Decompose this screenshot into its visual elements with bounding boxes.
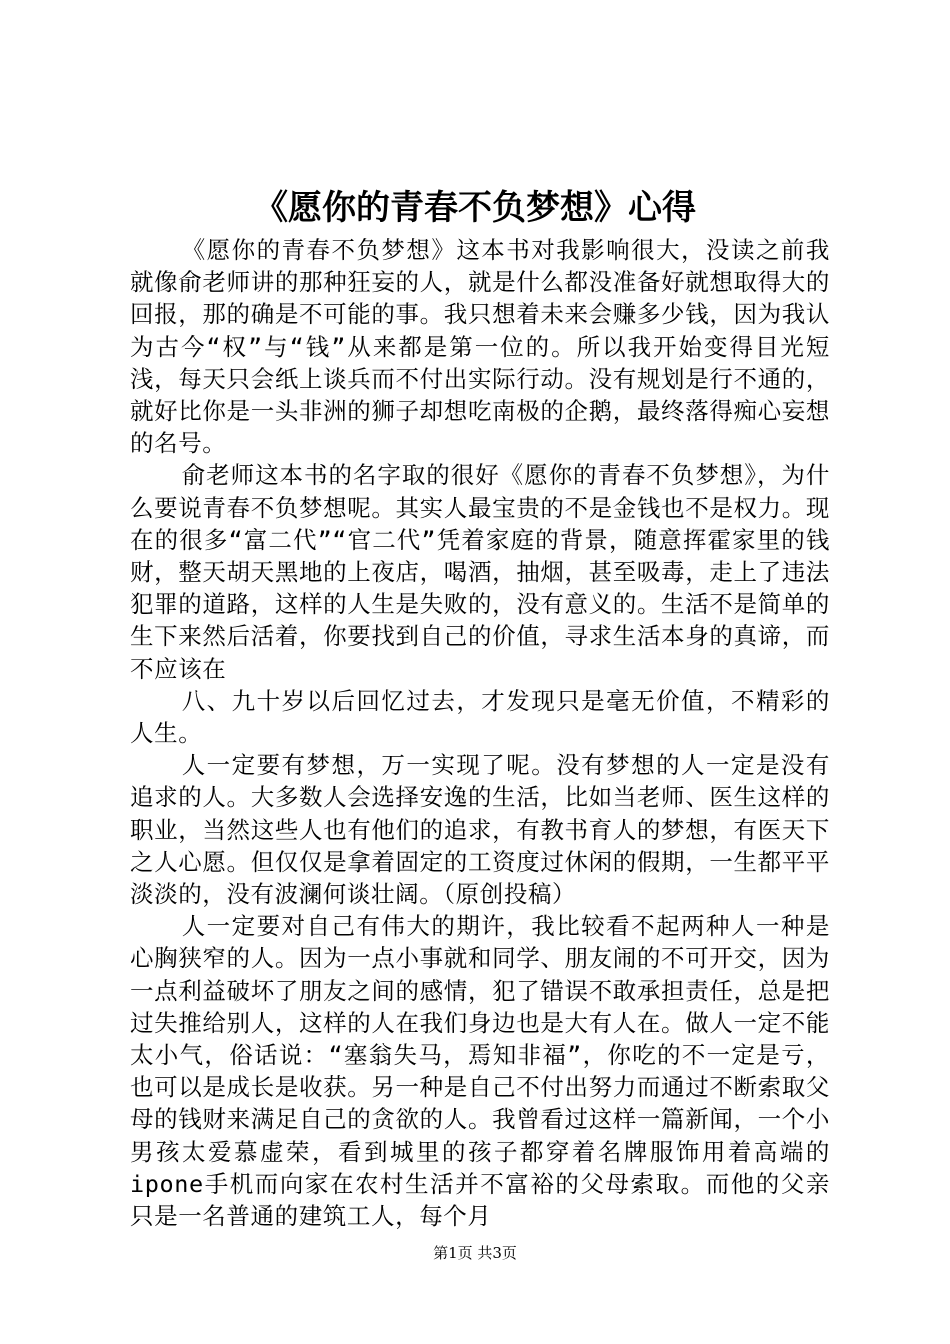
paragraph: 人一定要有梦想，万一实现了呢。没有梦想的人一定是没有追求的人。大多数人会选择安逸的生活，比如当老师、医生这样的职业，当然这些人也有他们的追求，有教书育人的梦想，有医天下之人心愿。但仅仅是拿着固定的工资度过休闲的假期，一生都平平淡淡的，没有波澜何谈壮阔。（原创投稿） (130, 751, 830, 909)
paragraph: 八、九十岁以后回忆过去，才发现只是毫无价值，不精彩的人生。 (130, 686, 830, 748)
paragraph: 人一定要对自己有伟大的期许，我比较看不起两种人一种是心胸狭窄的人。因为一点小事就和同学、朋友闹的不可开交，因为一点利益破坏了朋友之间的感情，犯了错误不敢承担责任，总是把过失推给别人，这样的人在我们身边也是大有人在。做人一定不能太小气，俗话说：“塞翁失马，焉知非福”，你吃的不一定是亏，也可以是成长是收获。另一种是自己不付出努力而通过不断索取父母的钱财来满足自己的贪欲的人。我曾看过这样一篇新闻，一个小男孩太爱慕虚荣，看到城里的孩子都穿着名牌服饰用着高端的ipone手机而向家在农村生活并不富裕的父母索取。而他的父亲只是一名普通的建筑工人，每个月 (130, 912, 830, 1231)
document-body (130, 234, 830, 1232)
paragraph: 俞老师这本书的名字取的很好《愿你的青春不负梦想》，为什么要说青春不负梦想呢。其实人最宝贵的不是金钱也不是权力。现在的很多“富二代”“官二代”凭着家庭的背景，随意挥霍家里的钱财，整天胡天黑地的上夜店，喝酒，抽烟，甚至吸毒，走上了违法犯罪的道路，这样的人生是失败的，没有意义的。生活不是简单的生下来然后活着，你要找到自己的价值，寻求生活本身的真谛，而不应该在 (130, 461, 830, 683)
page-footer: 第1页 共3页 (433, 1244, 517, 1262)
document-title: 《愿你的青春不负梦想》心得 (254, 188, 696, 228)
paragraph: 《愿你的青春不负梦想》这本书对我影响很大，没读之前我就像俞老师讲的那种狂妄的人，就是什么都没准备好就想取得大的回报，那的确是不可能的事。我只想着未来会赚多少钱，因为我认为古今“权”与“钱”从来都是第一位的。所以我开始变得目光短浅，每天只会纸上谈兵而不付出实际行动。没有规划是行不通的，就好比你是一头非洲的狮子却想吃南极的企鹅，最终落得痴心妄想的名号。 (130, 236, 830, 458)
